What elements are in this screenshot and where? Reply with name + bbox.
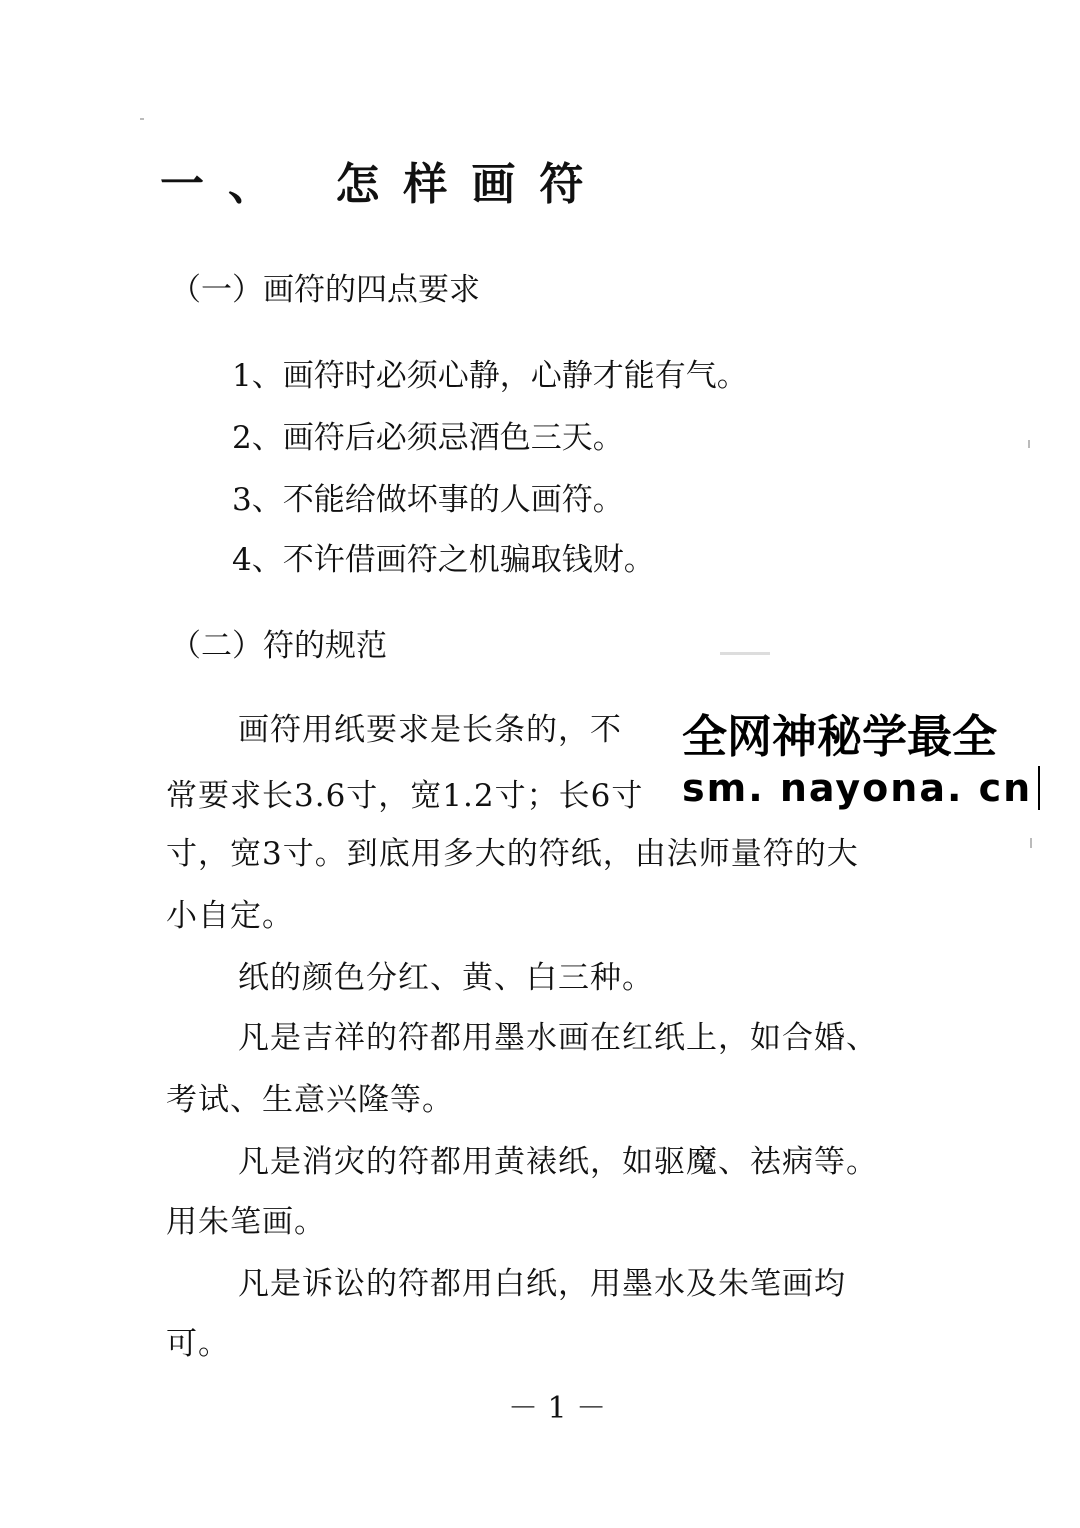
paragraph-line: 凡是诉讼的符都用白纸，用墨水及朱笔画均 — [238, 1266, 846, 1302]
requirement-item-3: 3、不能给做坏事的人画符。 — [232, 482, 624, 518]
paragraph-line: 可。 — [166, 1326, 230, 1362]
watermark-url[interactable]: sm. nayona. cn — [676, 766, 1040, 810]
scan-speck — [720, 652, 770, 655]
paragraph-line: 考试、生意兴隆等。 — [166, 1082, 454, 1118]
chapter-title: 一、 怎样画符 — [160, 159, 608, 210]
scan-speck — [140, 118, 144, 120]
requirement-item-1: 1、画符时必须心静，心静才能有气。 — [232, 358, 748, 394]
requirement-item-4: 4、不许借画符之机骗取钱财。 — [232, 542, 655, 578]
paragraph-line: 凡是吉祥的符都用墨水画在红纸上，如合婚、 — [238, 1020, 878, 1056]
page-number: － 1 － — [508, 1391, 607, 1426]
watermark-title: 全网神秘学最全 — [676, 700, 1003, 765]
scan-speck — [1030, 838, 1032, 848]
paragraph-line: 凡是消灾的符都用黄裱纸，如驱魔、祛病等。 — [238, 1144, 878, 1180]
paragraph-line: 小自定。 — [166, 898, 294, 934]
paragraph-line: 用朱笔画。 — [166, 1204, 326, 1240]
requirement-item-2: 2、画符后必须忌酒色三天。 — [232, 420, 624, 456]
section-heading-norms: （二）符的规范 — [170, 628, 387, 664]
paragraph-line: 寸，宽3寸。到底用多大的符纸，由法师量符的大 — [166, 836, 859, 872]
paragraph-line: 画符用纸要求是长条的，不 — [238, 712, 622, 748]
paragraph-line: 常要求长3.6寸，宽1.2寸；长6寸 — [166, 778, 644, 814]
section-heading-requirements: （一）画符的四点要求 — [170, 272, 480, 308]
paragraph-line: 纸的颜色分红、黄、白三种。 — [238, 960, 654, 996]
scan-speck — [1028, 440, 1030, 448]
